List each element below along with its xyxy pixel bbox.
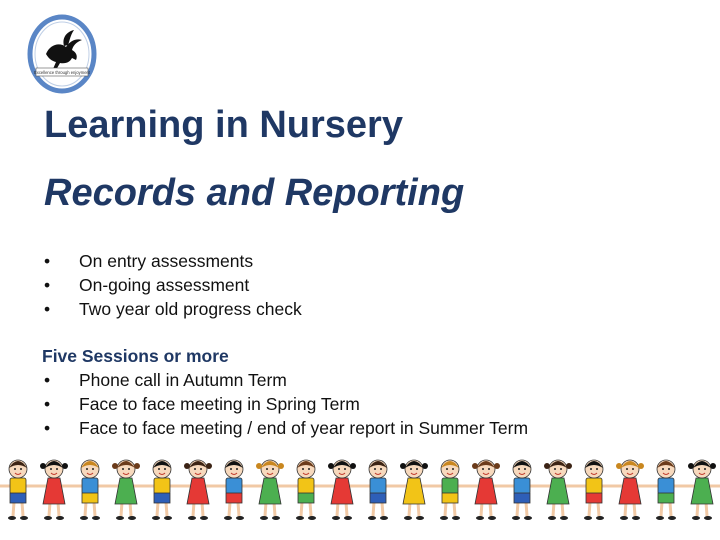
child-figure	[252, 460, 288, 520]
child-figure	[180, 460, 216, 520]
child-figure	[684, 460, 720, 520]
child-figure	[468, 460, 504, 520]
child-figure	[360, 460, 396, 520]
sessions-list	[44, 368, 528, 440]
list-item	[44, 297, 302, 321]
child-figure	[612, 460, 648, 520]
child-figure	[216, 460, 252, 520]
page-title: Learning in Nursery	[44, 104, 403, 146]
child-figure	[36, 460, 72, 520]
child-figure	[108, 460, 144, 520]
child-figure	[144, 460, 180, 520]
bullet: •	[44, 299, 51, 319]
list-item	[44, 416, 528, 440]
children-border-illustration	[0, 456, 720, 522]
child-figure	[540, 460, 576, 520]
logo-caption: Excellence through enjoyment	[33, 70, 91, 75]
child-figure	[576, 460, 612, 520]
list-item-text: Phone call in Autumn Term	[79, 370, 287, 390]
list-item	[44, 249, 302, 273]
page-subtitle: Records and Reporting	[44, 172, 465, 214]
child-figure	[648, 460, 684, 520]
child-figure	[504, 460, 540, 520]
child-figure	[288, 460, 324, 520]
list-item-text: Two year old progress check	[79, 299, 302, 319]
bullet: •	[44, 418, 51, 438]
list-item-text: Face to face meeting / end of year report in Summer Term	[79, 418, 529, 438]
records-list	[44, 249, 302, 321]
list-item	[44, 368, 528, 392]
child-figure	[324, 460, 360, 520]
list-item	[44, 392, 528, 416]
child-figure	[396, 460, 432, 520]
list-item-text: Face to face meeting in Spring Term	[79, 394, 360, 414]
list-item-text: On-going assessment	[79, 275, 250, 295]
list-item	[44, 273, 302, 297]
bullet: •	[44, 275, 51, 295]
bullet: •	[44, 394, 51, 414]
bullet: •	[44, 251, 51, 271]
child-figure	[432, 460, 468, 520]
bullet: •	[44, 370, 51, 390]
child-figure	[72, 460, 108, 520]
child-figure	[0, 460, 36, 520]
sessions-heading: Five Sessions or more	[42, 346, 229, 366]
school-logo	[26, 14, 98, 96]
list-item-text: On entry assessments	[79, 251, 254, 271]
